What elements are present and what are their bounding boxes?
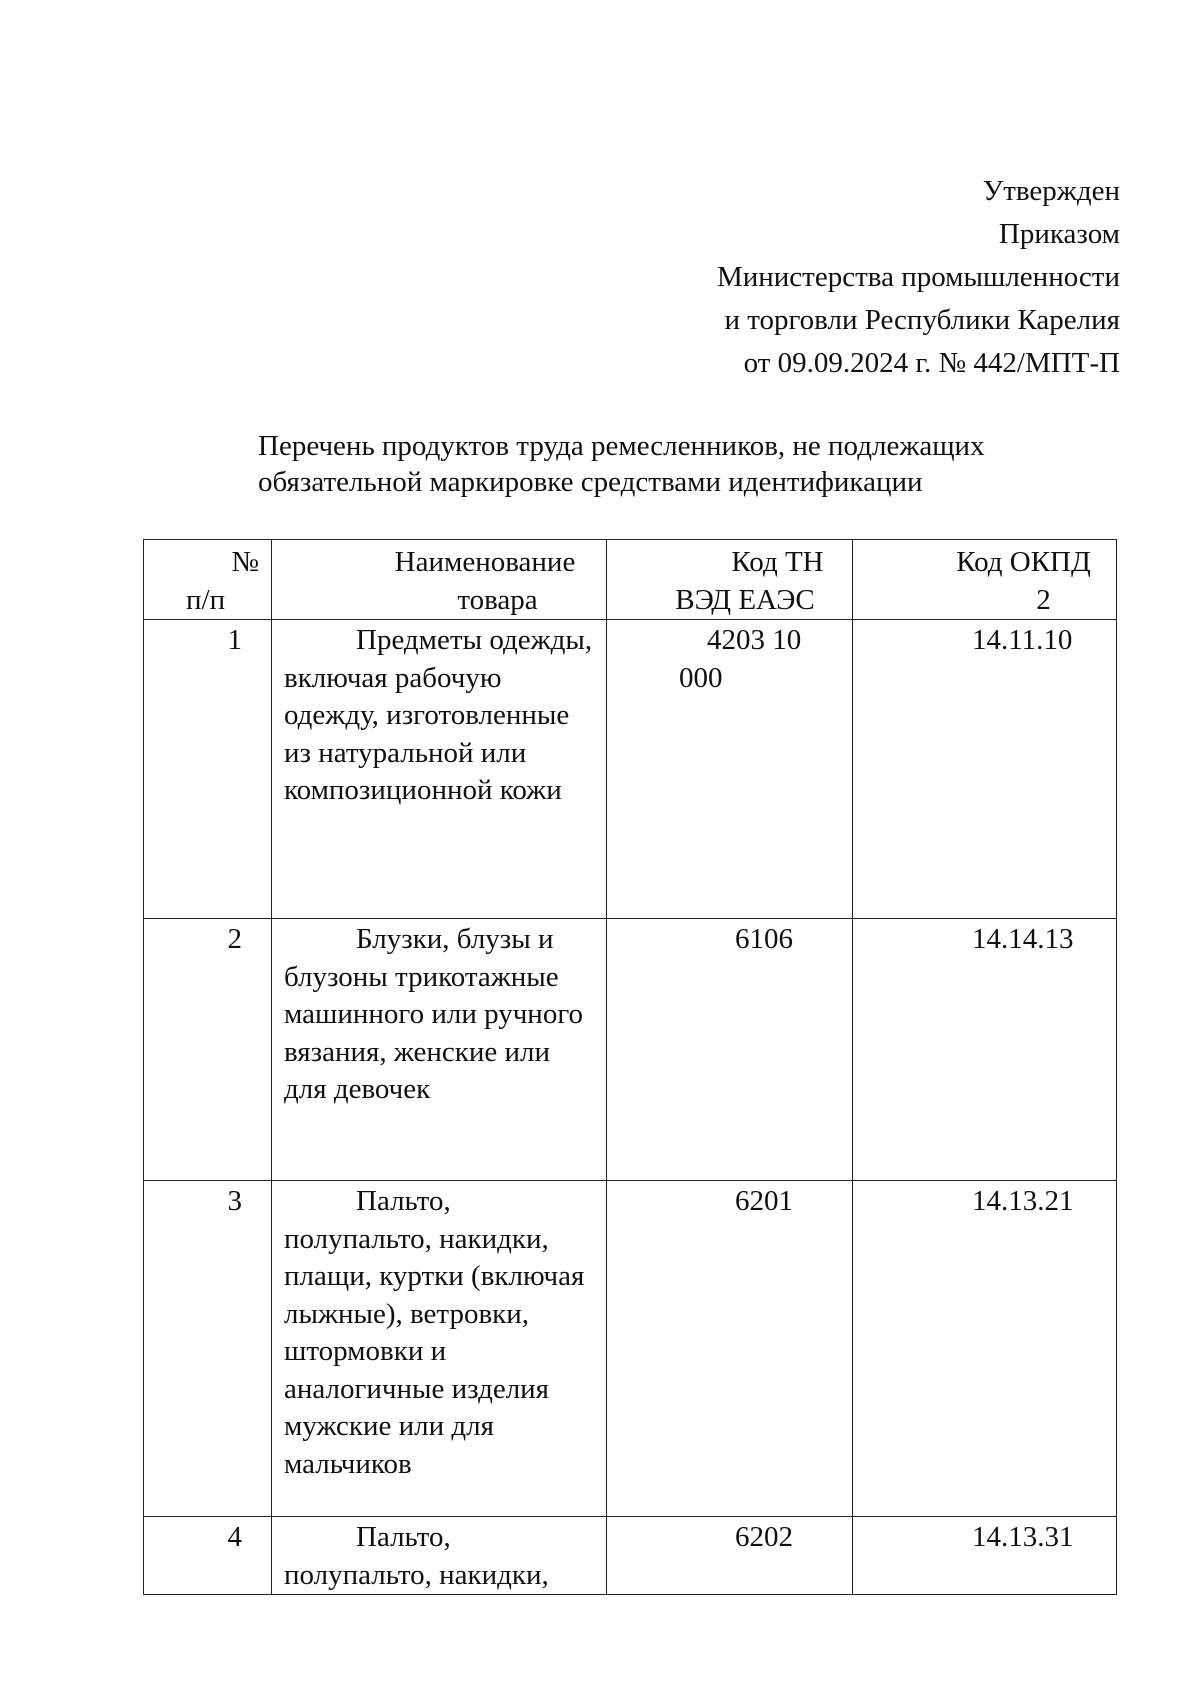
approval-line: и торговли Республики Карелия [724, 304, 1120, 336]
tn-ved-code: 4203 10 000 [607, 620, 853, 919]
tn-ved-code: 6202 [607, 1517, 853, 1595]
header-text: 2 [1036, 583, 1051, 616]
row-number: 3 [144, 1181, 272, 1517]
approval-block [717, 170, 1120, 385]
title-line: Перечень продуктов труда ремесленников, не подлежащих [258, 430, 985, 462]
okpd-code: 14.14.13 [853, 919, 1117, 1181]
table-row [144, 620, 1117, 919]
product-name: Пальто, полупальто, накидки, [272, 1517, 607, 1595]
approval-line: от 09.09.2024 г. № 442/МПТ-П [743, 347, 1120, 379]
title-line: обязательной маркировке средствами идентификации [258, 466, 923, 498]
table-row [144, 919, 1117, 1181]
header-okpd-code [853, 540, 1117, 620]
tn-ved-code: 6106 [607, 919, 853, 1181]
product-name: Блузки, блузы и блузоны трикотажные машинного или ручного вязания, женские или для девочек [272, 919, 607, 1181]
header-tn-ved-code [607, 540, 853, 620]
row-number: 2 [144, 919, 272, 1181]
header-text: товара [457, 583, 538, 616]
goods-table [143, 539, 1117, 1595]
okpd-code: 14.13.31 [853, 1517, 1117, 1595]
document-title [258, 428, 985, 500]
approval-line: Утвержден [982, 175, 1120, 207]
header-number [144, 540, 272, 620]
header-text: Код ОКПД [956, 546, 1091, 578]
row-number: 1 [144, 620, 272, 919]
okpd-code: 14.13.21 [853, 1181, 1117, 1517]
table-header-row [144, 540, 1117, 620]
header-text: Код ТН [731, 546, 824, 578]
product-name: Предметы одежды, включая рабочую одежду, изготовленные из натуральной или композиционной кожи [272, 620, 607, 919]
header-text: Наименование [394, 546, 576, 578]
header-text: п/п [186, 583, 226, 616]
header-text: № [231, 546, 259, 578]
okpd-code: 14.11.10 [853, 620, 1117, 919]
table-row [144, 1517, 1117, 1595]
approval-line: Министерства промышленности [716, 261, 1120, 293]
header-name [272, 540, 607, 620]
header-text: ВЭД ЕАЭС [675, 583, 815, 616]
row-number: 4 [144, 1517, 272, 1595]
approval-line: Приказом [998, 218, 1120, 250]
product-name: Пальто, полупальто, накидки, плащи, куртки (включая лыжные), ветровки, штормовки и аналогичные изделия мужские или для мальчиков [272, 1181, 607, 1517]
table-row [144, 1181, 1117, 1517]
tn-ved-code: 6201 [607, 1181, 853, 1517]
